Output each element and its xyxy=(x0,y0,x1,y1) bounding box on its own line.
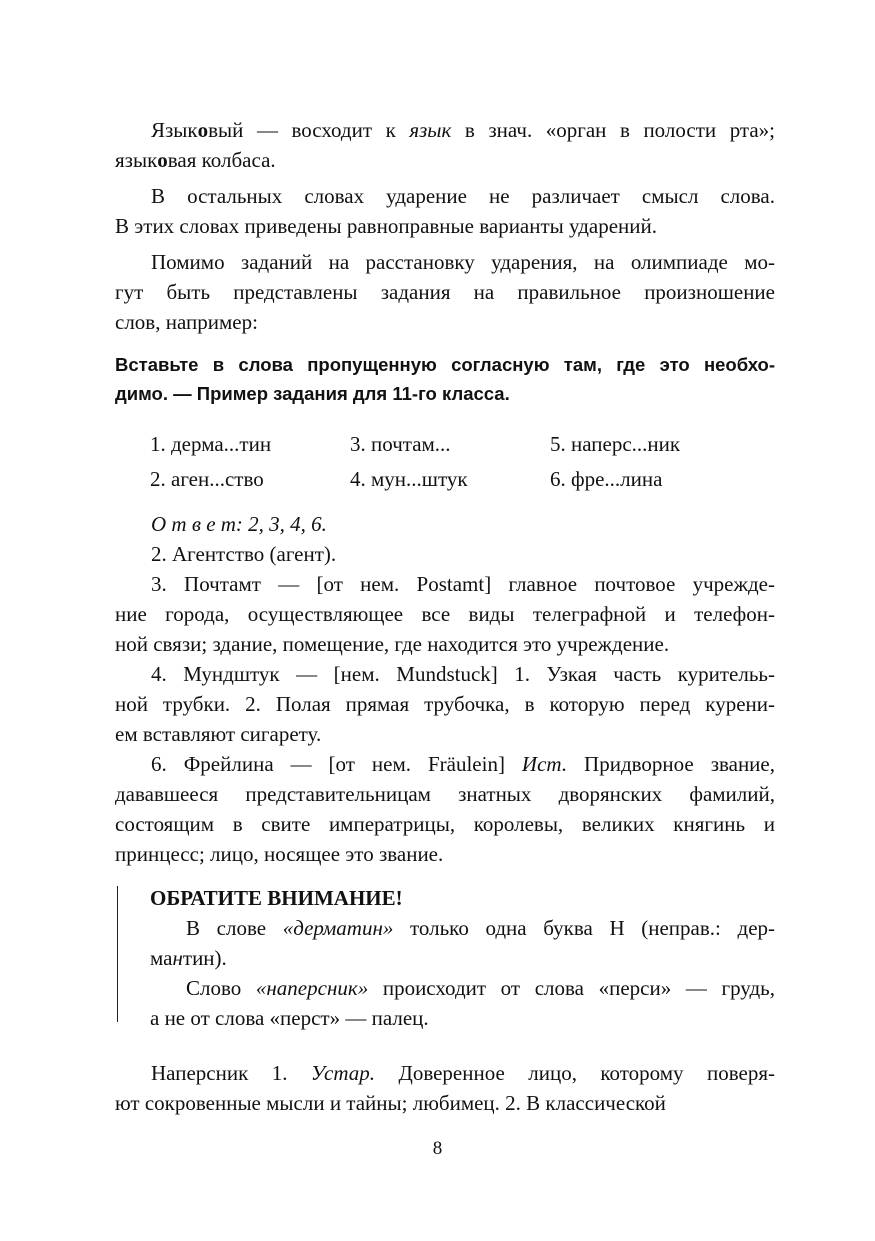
text-line xyxy=(150,1003,775,1033)
text-line xyxy=(115,629,775,659)
italic-text: Ист. xyxy=(521,752,568,776)
text-run: в знач. «орган в полости рта»; xyxy=(451,118,776,142)
text-line xyxy=(115,569,775,599)
text-line xyxy=(115,307,775,337)
task-heading-line: димо. — Пример задания для 11-го класса. xyxy=(115,383,510,404)
text-run: Слово xyxy=(186,976,256,1000)
bold-text: о xyxy=(197,118,209,142)
text-line xyxy=(115,145,775,175)
text-run: состоящим в свите императрицы, королевы, великих княгинь и xyxy=(115,812,775,836)
text-line xyxy=(115,749,775,779)
option-item: 5. наперс...ник xyxy=(550,432,681,456)
text-line xyxy=(150,943,775,973)
text-run: В слове xyxy=(186,916,283,940)
text-line xyxy=(115,247,775,277)
text-run: гут быть представлены задания на правильное произношение xyxy=(115,280,775,304)
text-run: ют сокровенные мысли и тайны; любимец. 2. В классической xyxy=(115,1091,666,1115)
text-run: ма xyxy=(150,946,173,970)
text-run: принцесс; лицо, носящее это звание. xyxy=(115,842,444,866)
text-line xyxy=(115,779,775,809)
text-line xyxy=(150,913,775,943)
text-line xyxy=(115,115,775,145)
text-line xyxy=(115,659,775,689)
text-run: только одна буква Н (неправ.: дер- xyxy=(393,916,776,940)
task-heading-line: Вставьте в слова пропущенную согласную там, где это необхо- xyxy=(115,354,775,375)
options-row xyxy=(150,427,790,462)
bold-text: о xyxy=(157,148,168,172)
option-item: 2. аген...ство xyxy=(150,467,264,491)
text-run: а не от слова «перст» — палец. xyxy=(150,1006,429,1030)
option-item: 4. мун...штук xyxy=(350,467,468,491)
text-run: ной трубки. 2. Полая прямая трубочка, в которую перед курени- xyxy=(115,692,775,716)
text-line xyxy=(115,1058,775,1088)
note-box xyxy=(150,883,775,1033)
option-item: 6. фре...лина xyxy=(550,467,663,491)
italic-text: «дерматин» xyxy=(282,916,394,940)
italic-text: язык xyxy=(409,118,452,142)
text-run: тин). xyxy=(182,946,227,970)
text-run: 6. Фрейлина — [от нем. Fräulein] xyxy=(151,752,522,776)
answer-text xyxy=(115,509,775,869)
text-run: Наперсник 1. xyxy=(151,1061,311,1085)
text-run: вая колбаса. xyxy=(167,148,276,172)
text-run: ем вставляют сигарету. xyxy=(115,722,322,746)
text-run: Язык xyxy=(151,118,198,142)
intro-text xyxy=(115,115,775,337)
text-run: язык xyxy=(115,148,158,172)
text-line xyxy=(115,1088,775,1118)
text-run: 3. Почтамт — [от нем. Postamt] главное почтовое учрежде- xyxy=(151,572,775,596)
text-line xyxy=(115,689,775,719)
text-line xyxy=(115,809,775,839)
text-run: ние города, осуществляющее все виды телеграфной и телефон- xyxy=(115,602,775,626)
text-line xyxy=(115,599,775,629)
text-run: Доверенное лицо, которому поверя- xyxy=(375,1061,775,1085)
task-options xyxy=(150,427,790,497)
text-run: вый — восходит к xyxy=(208,118,410,142)
text-line xyxy=(115,277,775,307)
text-run: 4. Мундштук — [нем. Mundstuck] 1. Узкая часть курительь- xyxy=(151,662,775,686)
options-row xyxy=(150,462,790,497)
closing-text xyxy=(115,1058,775,1118)
option-item: 3. почтам... xyxy=(350,432,451,456)
text-run: дававшееся представительницам знатных дворянских фамилий, xyxy=(115,782,775,806)
text-run: В остальных словах ударение не различает смысл слова. xyxy=(151,184,775,208)
text-line xyxy=(115,211,775,241)
text-run: Придворное звание, xyxy=(567,752,775,776)
text-run: 2. Агентство (агент). xyxy=(151,542,337,566)
note-heading: ОБРАТИТЕ ВНИМАНИЕ! xyxy=(150,886,403,910)
italic-text: О т в е т: 2, 3, 4, 6. xyxy=(151,512,327,536)
italic-text: н xyxy=(172,946,183,970)
text-run: Помимо заданий на расстановку ударения, на олимпиаде мо- xyxy=(151,250,775,274)
text-line xyxy=(115,719,775,749)
text-line xyxy=(115,509,775,539)
text-run: происходит от слова «перси» — грудь, xyxy=(368,976,775,1000)
italic-text: «наперсник» xyxy=(255,976,369,1000)
note-divider xyxy=(117,886,118,1022)
text-run: В этих словах приведены равноправные варианты ударений. xyxy=(115,214,657,238)
text-line xyxy=(115,181,775,211)
task-heading xyxy=(115,350,775,408)
page-number: 8 xyxy=(432,1138,443,1159)
text-line xyxy=(115,539,775,569)
text-line xyxy=(150,973,775,1003)
text-run: ной связи; здание, помещение, где находится это учреждение. xyxy=(115,632,670,656)
option-item: 1. дерма...тин xyxy=(150,432,272,456)
text-run: слов, например: xyxy=(115,310,258,334)
text-line xyxy=(115,839,775,869)
note-body xyxy=(150,913,775,1033)
italic-text: Устар. xyxy=(310,1061,376,1085)
